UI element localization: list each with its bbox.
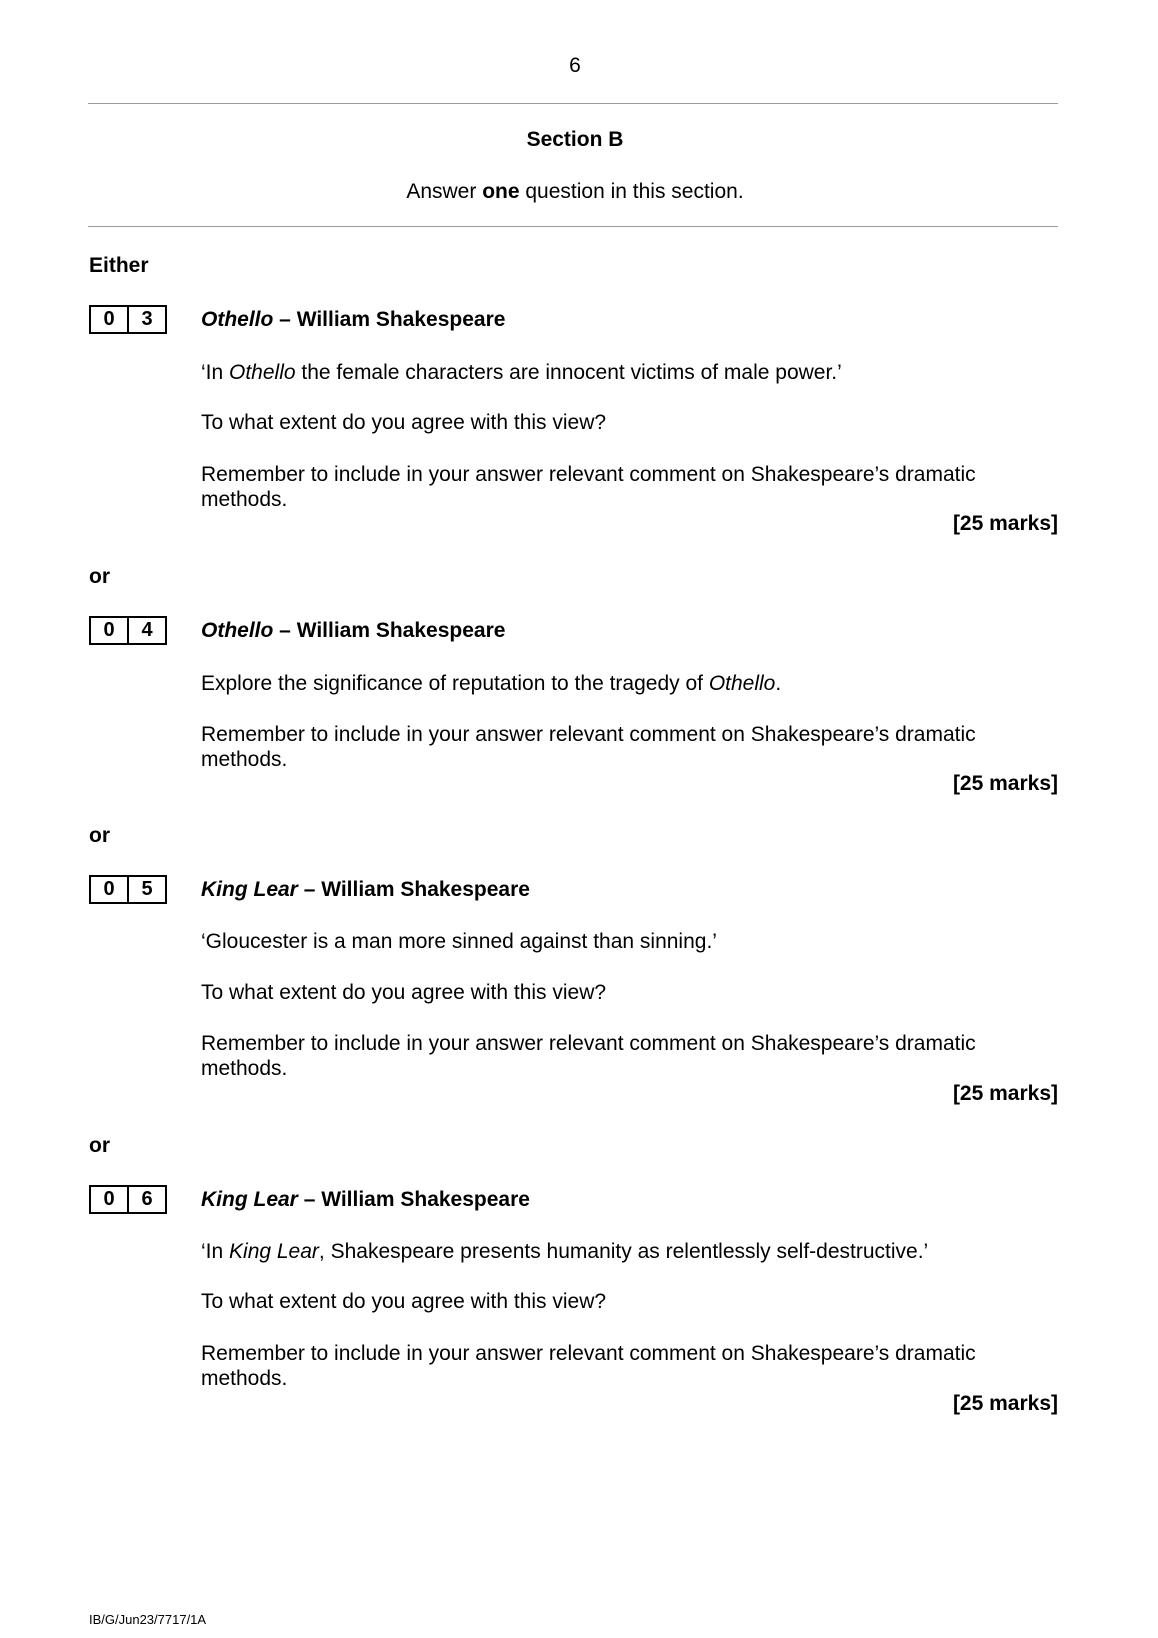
question-marks: [25 marks] <box>952 1392 1058 1415</box>
footer-code: IB/G/Jun23/7717/1A <box>89 1612 207 1627</box>
question-digit: 0 <box>91 877 129 902</box>
page-number: 6 <box>569 54 581 77</box>
connector-or: or <box>89 565 110 588</box>
question-digit: 3 <box>141 308 153 330</box>
section-title: Section B <box>526 128 624 151</box>
question-title: Othello – William Shakespeare <box>201 619 506 642</box>
question-prompt: ‘In King Lear, Shakespeare presents humanity as relentlessly self-destructive.’ <box>201 1240 929 1263</box>
question-number-box <box>89 1185 167 1214</box>
question-reminder: Remember to include in your answer relevant comment on Shakespeare’s dramatic methods. <box>201 1032 976 1080</box>
section-instruction: Answer one question in this section. <box>406 180 744 203</box>
question-number-box <box>89 616 167 645</box>
connector-or: or <box>89 1134 110 1157</box>
question-prompt: ‘In Othello the female characters are innocent victims of male power.’ <box>201 361 842 384</box>
divider-bottom <box>88 226 1058 227</box>
question-number-box <box>89 875 167 904</box>
question-marks: [25 marks] <box>952 512 1058 535</box>
connector-or: or <box>89 824 110 847</box>
question-marks: [25 marks] <box>952 772 1058 795</box>
connector-either: Either <box>89 254 149 277</box>
question-reminder: Remember to include in your answer relevant comment on Shakespeare’s dramatic methods. <box>201 723 976 771</box>
question-title: Othello – William Shakespeare <box>201 308 506 331</box>
question-number-box <box>89 305 167 334</box>
question-digit: 4 <box>141 619 153 641</box>
question-reminder: Remember to include in your answer relevant comment on Shakespeare’s dramatic methods. <box>201 463 976 511</box>
question-prompt: Explore the significance of reputation to the tragedy of Othello. <box>201 672 782 695</box>
question-prompt: ‘Gloucester is a man more sinned against than sinning.’ <box>201 930 717 953</box>
question-digit: 6 <box>141 1188 153 1210</box>
question-text: To what extent do you agree with this view? <box>201 411 607 434</box>
question-title: King Lear – William Shakespeare <box>201 878 530 901</box>
question-reminder: Remember to include in your answer relevant comment on Shakespeare’s dramatic methods. <box>201 1342 976 1390</box>
question-title: King Lear – William Shakespeare <box>201 1188 530 1211</box>
question-digit: 0 <box>91 307 129 332</box>
question-digit: 5 <box>141 878 153 900</box>
question-digit: 0 <box>91 618 129 643</box>
question-text: To what extent do you agree with this view? <box>201 1290 607 1313</box>
question-text: To what extent do you agree with this view? <box>201 981 607 1004</box>
question-marks: [25 marks] <box>952 1082 1058 1105</box>
question-digit: 0 <box>91 1187 129 1212</box>
divider-top <box>88 103 1058 104</box>
